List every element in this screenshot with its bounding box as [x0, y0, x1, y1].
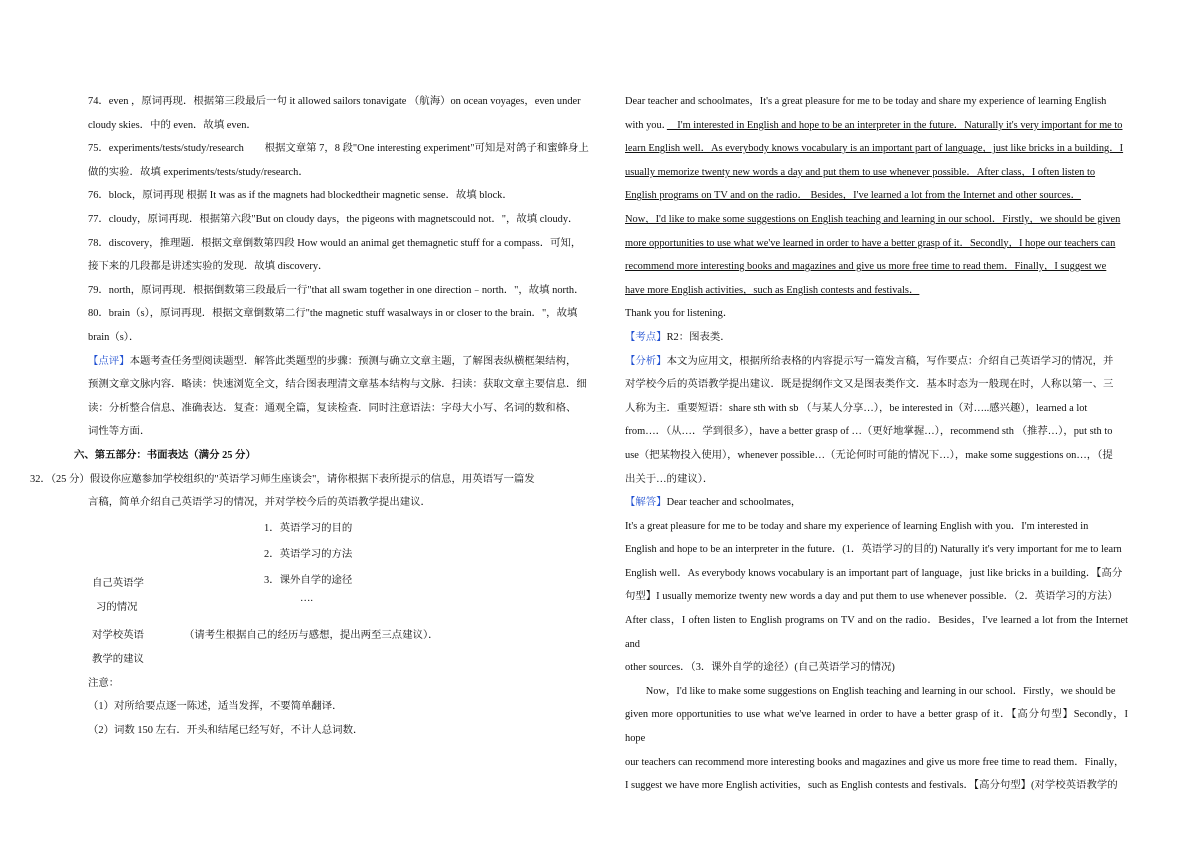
- notice-label: 注意：: [88, 677, 120, 689]
- answer-79: 79．north，原词再现．根据倒数第三段最后一行"that all swam together in one direction﹣north．"，故填 north．: [88, 284, 585, 296]
- solution-text-0: Dear teacher and schoolmates，: [666, 497, 802, 509]
- notice-2: （2）词数 150 左右．开头和结尾已经写好，不计人总词数．: [88, 724, 364, 736]
- solution-line7: Now，I'd like to make some suggestions on English teaching and learning in our school．Firstly，we should be: [645, 685, 1116, 697]
- left-column: [30, 90, 590, 742]
- answer-74-line1: 74．even ，原词再现．根据第三段最后一句 it allowed sailors tonavigate （航海）on ocean voyages，even under: [88, 96, 581, 107]
- essay-line9: have more English activities，such as English contests and festivals．: [625, 284, 920, 296]
- solution-tag: 【解答】: [625, 497, 667, 509]
- table-ellipsis: ….: [300, 592, 313, 604]
- kaodian-tag: 【考点】: [625, 331, 667, 343]
- solution-line8: given more opportunities to use what we've learned in order to have a better grasp of it．【高分句型】Secondly，I hope: [625, 709, 1128, 745]
- table-row2-label-a: 对学校英语: [92, 629, 144, 641]
- solution-line5: After class，I often listen to English programs on TV and on the radio．Besides，I've learned a lot from the Internet and: [625, 615, 1128, 650]
- essay-line2-underlined: I'm interested in English and hope to be an interpreter in the future．Naturally it's very important for me to: [666, 119, 1123, 131]
- solution-line4: 句型】I usually memorize twenty new words a day and put them to use whenever possible．（2．英语学习的方法）: [625, 591, 1118, 603]
- analysis-line1: [625, 350, 1128, 374]
- answer-76: 76．block，原词再现 根据 It was as if the magnets had blockedtheir magnetic sense．故填 block．: [88, 190, 513, 202]
- table-row1-label-a: 自己英语学: [92, 577, 144, 589]
- notice-1: （1）对所给要点逐一陈述，适当发挥，不要简单翻译．: [88, 701, 343, 713]
- answer-75-line1: 75．experiments/tests/study/research 根据文章第 7，8 段"One interesting experiment"可知是对鸽子和蜜蜂身上: [88, 143, 589, 155]
- question-32-line1: 32．（25 分）假设你应邀参加学校组织的"英语学习师生座谈会"，请你根据下表所提示的信息，用英语写一篇发: [30, 473, 535, 485]
- kaodian-line: [625, 326, 1128, 350]
- solution-line0: [625, 491, 1128, 515]
- table-item-3: 3．课外自学的途径: [264, 574, 353, 586]
- essay-line7: more opportunities to use what we've learned in order to have a better grasp of it．Secondly，I hope our teachers can: [625, 237, 1116, 249]
- solution-line9: our teachers can recommend more interesting books and magazines and give us more free time to read them．Finally，: [625, 756, 1125, 768]
- table-row1-label-b: 习的情况: [96, 601, 138, 613]
- answer-80-line1: 80．brain（s），原词再现．根据文章倒数第二行"the magnetic stuff wasalways in or closer to the brain．"，故填: [88, 308, 578, 320]
- analysis-line4: from…．（从…．学到很多），have a better grasp of …（更好地掌握…），recommend sth （推荐…），put sth to: [625, 426, 1113, 438]
- comment-line4: 词性等方面．: [88, 426, 151, 438]
- solution-line2: English and hope to be an interpreter in the future．(1．英语学习的目的) Naturally it's very important for me to learn: [625, 544, 1122, 556]
- comment-text-1: 本题考查任务型阅读题型．解答此类题型的步骤：预测与确立文章主题，了解图表纵横框架结构，: [129, 355, 577, 367]
- essay-line5: English programs on TV and on the radio． Besides，I've learned a lot from the Internet and other sources．: [625, 190, 1081, 202]
- essay-line3: learn English well．As everybody knows vocabulary is an important part of language，just like bricks in a building．I: [625, 143, 1124, 155]
- answer-80-line2: brain（s）．: [88, 331, 140, 343]
- comment-line3: 读：分析整合信息、准确表达．复查：通观全篇，复读检查．同时注意语法：字母大小写、名词的数和格、: [88, 402, 577, 414]
- solution-line1: It's a great pleasure for me to be today and share my experience of learning English with you．I'm interested in: [625, 520, 1089, 532]
- answer-77: 77．cloudy，原词再现．根据第六段"But on cloudy days，the pigeons with magnetscould not．"，故填 cloudy．: [88, 213, 579, 225]
- answer-75-line2: 做的实验．故填 experiments/tests/study/research．: [88, 166, 309, 178]
- analysis-line2: 对学校今后的英语教学提出建议．既是提纲作文又是图表类作文．基本时态为一般现在时，人称以第一、三: [625, 379, 1114, 391]
- kaodian-text: R2：图表类．: [666, 331, 731, 343]
- solution-line6: other sources．（3．课外自学的途径）(自己英语学习的情况): [625, 662, 895, 674]
- analysis-text-1: 本文为应用文，根据所给表格的内容提示写一篇发言稿，写作要点：介绍自己英语学习的情况，并: [666, 355, 1114, 367]
- analysis-line3: 人称为主．重要短语：share sth with sb （与某人分享…），be interested in（对…..感兴趣），learned a lot: [625, 402, 1088, 414]
- essay-closing: Thank you for listening．: [625, 308, 734, 320]
- analysis-line5: use（把某物投入使用），whenever possible…（无论何时可能的情况下…），make some suggestions on…，（提: [625, 449, 1113, 461]
- table-row2-label-b: 教学的建议: [92, 653, 144, 665]
- analysis-tag: 【分析】: [625, 355, 667, 367]
- essay-line1: Dear teacher and schoolmates，It's a great pleasure for me to be today and share my experience of learning English: [625, 96, 1107, 107]
- table-row2-note: （请考生根据自己的经历与感想，提出两至三点建议）．: [184, 629, 439, 641]
- solution-line3: English well．As everybody knows vocabulary is an important part of language，just like bricks in a building．【高分: [625, 567, 1123, 579]
- essay-line2: [625, 114, 1128, 138]
- answer-78-line1: 78．discovery，推理题．根据文章倒数第四段 How would an animal get themagnetic stuff for a compass．可知，: [88, 237, 582, 249]
- table-item-2: 2．英语学习的方法: [264, 548, 353, 560]
- prompt-table: [88, 517, 590, 665]
- comment-line2: 预测文章文脉内容．略读：快速浏览全文，结合图表理清文章基本结构与文脉．扫读：获取文章主要信息．细: [88, 379, 587, 391]
- analysis-line6: 出关于…的建议）．: [625, 473, 714, 485]
- section-title: 六、第五部分：书面表达（满分 25 分）: [74, 449, 256, 461]
- essay-line4: usually memorize twenty new words a day and put them to use whenever possible．After class，I often listen to: [625, 166, 1096, 178]
- answer-74-line2: cloudy skies．中的 even．故填 even．: [88, 119, 257, 131]
- answer-78-line2: 接下来的几段都是讲述实验的发现．故填 discovery．: [88, 261, 329, 273]
- solution-line10: I suggest we have more English activities，such as English contests and festivals．【高分句型】(对学校英语教学的: [625, 780, 1118, 792]
- essay-line2-start: with you．: [625, 119, 667, 131]
- comment-line1: [88, 350, 590, 374]
- essay-line8: recommend more interesting books and magazines and give us more free time to read them．Finally，I suggest we: [625, 261, 1107, 273]
- right-column: [625, 90, 1128, 798]
- essay-line6: Now，I'd like to make some suggestions on English teaching and learning in our school．Firstly，we should be given: [625, 213, 1121, 225]
- comment-tag: 【点评】: [88, 355, 130, 367]
- table-item-1: 1．英语学习的目的: [264, 522, 353, 534]
- question-32-line2: 言稿，简单介绍自己英语学习的情况，并对学校今后的英语教学提出建议．: [88, 497, 431, 509]
